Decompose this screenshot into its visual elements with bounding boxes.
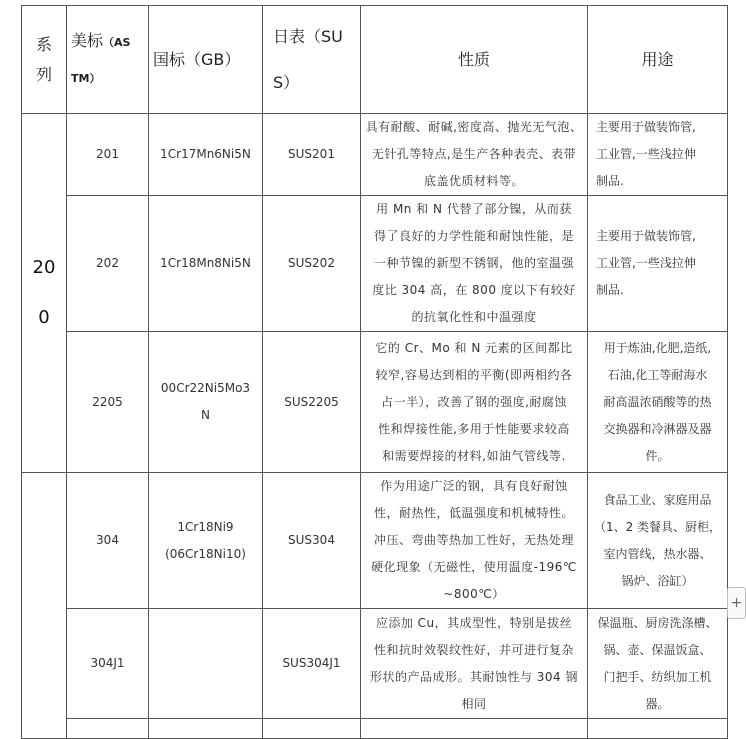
table-row — [22, 114, 728, 196]
table-row — [22, 609, 728, 719]
jis-cell: SUS202 — [263, 196, 361, 332]
jis-cell: SUS304 — [263, 473, 361, 609]
astm-cell: 304 — [67, 473, 149, 609]
header-astm — [67, 6, 149, 114]
header-astm-label: 美标 — [71, 30, 104, 50]
usage-cell: 主要用于做装饰管, 工业管,一些浅拉伸 制品. — [588, 196, 728, 332]
astm-cell: 304J1 — [67, 609, 149, 719]
gb-cell: 1Cr18Mn8Ni5N — [149, 196, 263, 332]
series-cell: 20 0 — [22, 114, 67, 473]
jis-cell: SUS304J1 — [263, 609, 361, 719]
stainless-steel-spec-table — [21, 5, 728, 739]
usage-cell: 用于炼油,化肥,造纸, 石油,化工等耐海水 耐高温浓硝酸等的热 交换器和冷淋器及器 件。 — [588, 332, 728, 473]
astm-cell: 202 — [67, 196, 149, 332]
gb-cell — [149, 609, 263, 719]
usage-cell — [588, 719, 728, 739]
header-series: 系 列 — [22, 6, 67, 114]
astm-cell — [67, 719, 149, 739]
gb-cell — [149, 719, 263, 739]
astm-cell: 201 — [67, 114, 149, 196]
table-row — [22, 332, 728, 473]
astm-cell: 2205 — [67, 332, 149, 473]
property-cell — [361, 719, 588, 739]
property-cell: 它的 Cr、Mo 和 N 元素的区间都比 较窄,容易达到相的平衡(即两相约各 占一半），改善了钢的强度,耐腐蚀 性和焊接性能,多用于性能要求较高 和需要焊接的材料,如油气管线等. — [361, 332, 588, 473]
header-row — [22, 6, 728, 114]
header-property: 性质 — [361, 6, 588, 114]
header-usage: 用途 — [588, 6, 728, 114]
expand-button[interactable]: + — [727, 587, 746, 619]
header-jis: 日表（SU S） — [263, 6, 361, 114]
property-cell: 具有耐酸、耐碱,密度高、抛光无气泡、 无针孔等特点,是生产各种表壳、表带 底盖优质材料等。 — [361, 114, 588, 196]
usage-cell: 食品工业、家庭用品 （1、2 类餐具、厨柜， 室内管线，热水器、 锅炉、浴缸） — [588, 473, 728, 609]
table-row — [22, 196, 728, 332]
header-gb: 国标（GB） — [149, 6, 263, 114]
jis-cell: SUS2205 — [263, 332, 361, 473]
jis-cell: SUS201 — [263, 114, 361, 196]
property-cell: 作为用途广泛的钢，具有良好耐蚀 性，耐热性，低温强度和机械特性。 冲压、弯曲等热加工性好，无热处理 硬化现象（无磁性，使用温度-196℃ ~800℃） — [361, 473, 588, 609]
property-cell: 用 Mn 和 N 代替了部分镍，从而获 得了良好的力学性能和耐蚀性能，是 一种节镍的新型不锈钢，他的室温强 度比 304 高，在 800 度以下有较好 的抗氧化性和中温强度 — [361, 196, 588, 332]
gb-cell: 1Cr18Ni9 (06Cr18Ni10) — [149, 473, 263, 609]
jis-cell — [263, 719, 361, 739]
property-cell: 应添加 Cu，其成型性，特别是拔丝 性和抗时效裂纹性好，并可进行复杂 形状的产品成形。其耐蚀性与 304 钢 相同 — [361, 609, 588, 719]
gb-cell: 1Cr17Mn6Ni5N — [149, 114, 263, 196]
series-cell-empty — [22, 473, 67, 739]
usage-cell: 保温瓶、厨房洗涤槽、 锅、壶、保温饭盒、 门把手、纺织加工机 器。 — [588, 609, 728, 719]
usage-cell: 主要用于做装饰管, 工业管,一些浅拉伸 制品. — [588, 114, 728, 196]
table-row — [22, 473, 728, 609]
gb-cell: 00Cr22Ni5Mo3 N — [149, 332, 263, 473]
table-row-partial — [22, 719, 728, 739]
header-astm-suffix: （AS TM） — [71, 35, 131, 85]
